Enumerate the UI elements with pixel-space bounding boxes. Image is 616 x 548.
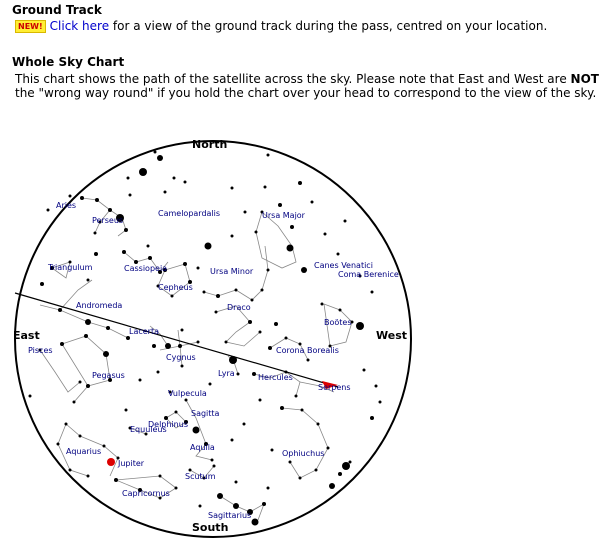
label-cygnus: Cygnus	[166, 353, 196, 362]
label-canes-venatici: Canes Venatici	[314, 261, 373, 270]
label-lyra: Lyra	[218, 369, 235, 378]
label-equuleus: Equuleus	[130, 425, 167, 434]
direction-east: East	[13, 329, 40, 342]
intro-text-bold: NOT	[570, 72, 599, 86]
label-coma-berenice: Coma Berenice	[338, 270, 399, 279]
direction-west: West	[376, 329, 408, 342]
label-andromeda: Andromeda	[76, 301, 123, 310]
label-ophiuchus: Ophiuchus	[282, 449, 325, 458]
label-vulpecula: Vulpecula	[168, 389, 207, 398]
label-aries: Aries	[56, 201, 77, 210]
label-serpens: Serpens	[318, 383, 351, 392]
label-capricornus: Capricornus	[122, 489, 170, 498]
label-bootes: Boötes	[324, 318, 352, 327]
direction-north: North	[192, 138, 228, 151]
new-badge: NEW!	[15, 20, 46, 33]
label-ursa-major: Ursa Major	[262, 211, 305, 220]
label-perseus: Perseus	[92, 216, 124, 225]
label-sagitta: Sagitta	[191, 409, 220, 418]
intro-text-before: This chart shows the path of the satellite across the sky. Please note that East and West are	[15, 72, 571, 86]
label-lacerta: Lacerta	[129, 327, 160, 336]
ground-track-description: for a view of the ground track during the pass, centred on your location.	[109, 19, 548, 33]
whole-sky-heading: Whole Sky Chart	[12, 55, 125, 69]
label-cepheus: Cepheus	[158, 283, 193, 292]
label-jupiter: Jupiter	[118, 459, 145, 468]
ground-track-heading: Ground Track	[12, 3, 102, 17]
label-ursa-minor: Ursa Minor	[210, 267, 254, 276]
label-pegasus: Pegasus	[92, 371, 125, 380]
label-draco: Draco	[227, 303, 251, 312]
ground-track-link[interactable]: Click here	[49, 19, 110, 33]
label-aquarius: Aquarius	[66, 447, 102, 456]
label-camelopardalis: Camelopardalis	[158, 209, 221, 218]
intro-text-after: the "wrong way round" if you hold the chart over your head to correspond to the view of the sky.	[15, 86, 597, 100]
label-hercules: Hercules	[258, 373, 293, 382]
label-pisces: Pisces	[28, 346, 53, 355]
label-corona-borealis: Corona Borealis	[276, 346, 339, 355]
jupiter-marker	[107, 458, 115, 466]
label-cassiopeia: Cassiopeia	[124, 264, 168, 273]
label-aquila: Aquila	[190, 443, 215, 452]
label-scutum: Scutum	[185, 472, 216, 481]
label-triangulum: Triangulum	[48, 263, 93, 272]
label-sagittarius: Sagittarius	[208, 511, 252, 520]
direction-south: South	[192, 521, 229, 534]
label-delphinus: Delphinus	[148, 420, 188, 429]
